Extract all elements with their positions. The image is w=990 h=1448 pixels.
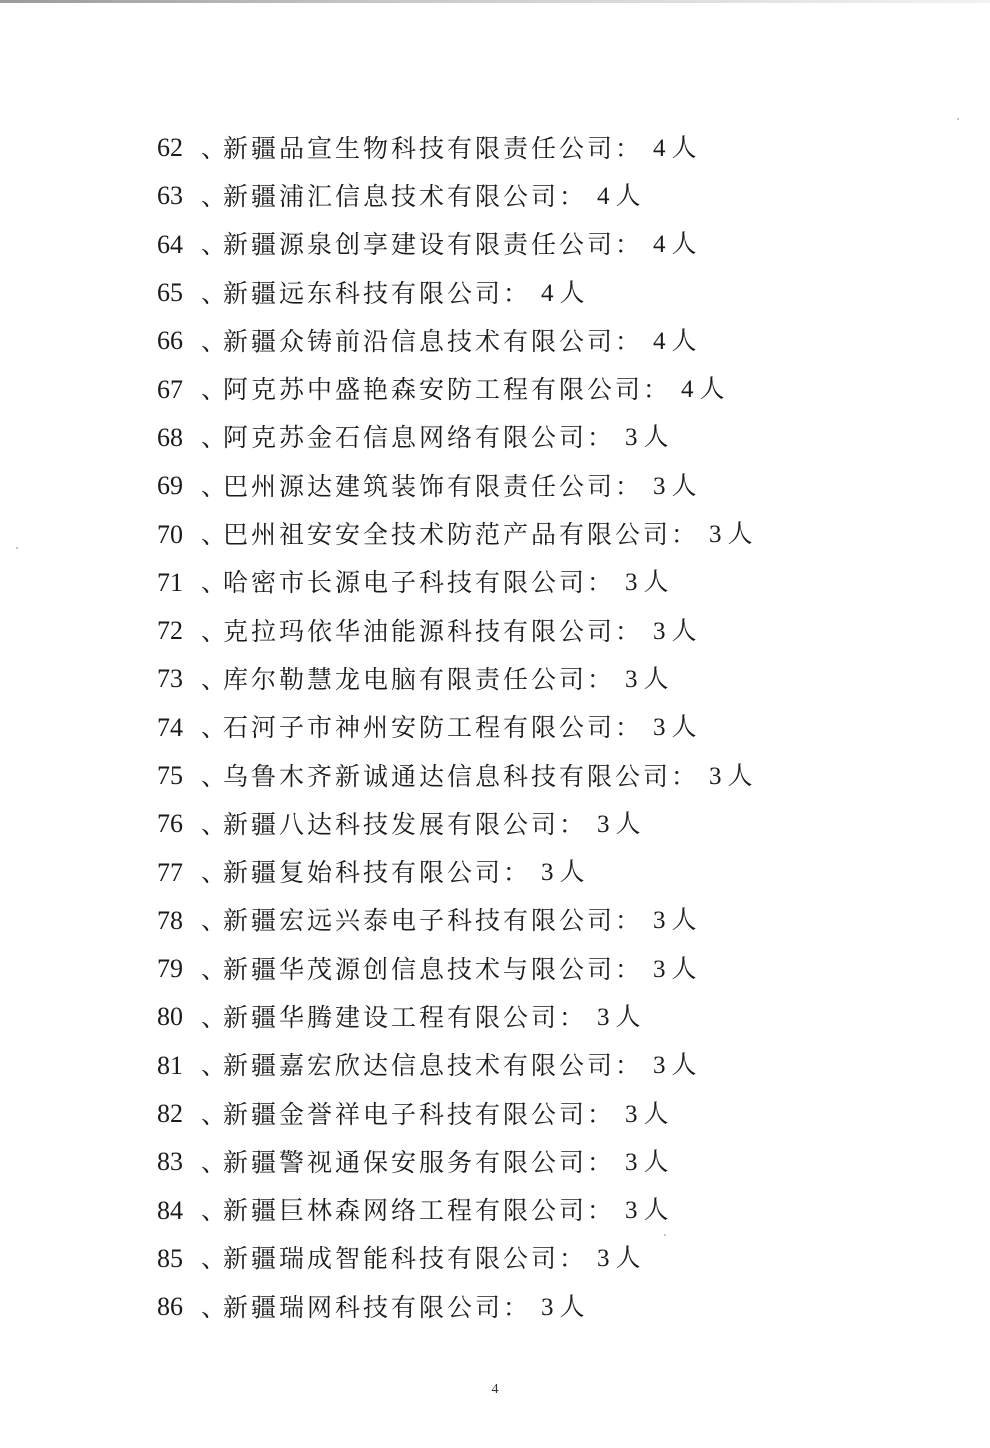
company-name: 新疆华腾建设工程有限公司 xyxy=(223,1002,560,1032)
entry-colon: ： xyxy=(503,278,532,308)
scan-top-edge xyxy=(0,0,990,3)
scan-speck xyxy=(957,118,959,120)
company-name: 新疆巨林森网络工程有限公司 xyxy=(223,1196,588,1226)
entry-number: 70 xyxy=(157,519,183,549)
entry-colon: ： xyxy=(615,713,644,743)
entry-number: 85 xyxy=(157,1243,183,1273)
entry-number: 82 xyxy=(157,1099,183,1129)
headcount: 3人 xyxy=(597,1003,647,1031)
headcount: 3人 xyxy=(625,424,675,452)
entry-colon: ： xyxy=(615,326,644,356)
entry-number: 62 xyxy=(157,133,183,163)
entry-colon: ： xyxy=(587,1147,616,1177)
entry-colon: ： xyxy=(615,133,644,163)
entry-number: 72 xyxy=(157,616,183,646)
company-name: 阿克苏中盛艳森安防工程有限公司 xyxy=(223,375,644,405)
list-item xyxy=(157,365,759,413)
entry-separator: 、 xyxy=(201,954,227,984)
entry-separator: 、 xyxy=(201,568,227,598)
list-item xyxy=(157,1235,759,1283)
headcount: 4人 xyxy=(597,182,647,210)
headcount: 3人 xyxy=(653,617,703,645)
page-number: 4 xyxy=(491,1382,499,1397)
company-name: 新疆浦汇信息技术有限公司 xyxy=(223,181,560,211)
list-item xyxy=(157,993,759,1041)
entry-colon: ： xyxy=(615,1051,644,1081)
entry-number: 76 xyxy=(157,809,183,839)
entry-colon: ： xyxy=(615,616,644,646)
headcount: 3人 xyxy=(625,569,675,597)
entry-colon: ： xyxy=(587,423,616,453)
entry-number: 73 xyxy=(157,664,183,694)
entry-colon: ： xyxy=(671,761,700,791)
entry-separator: 、 xyxy=(201,133,227,163)
list-item xyxy=(157,704,759,752)
company-name: 新疆众铸前沿信息技术有限公司 xyxy=(223,326,616,356)
list-item xyxy=(157,317,759,365)
entry-number: 65 xyxy=(157,278,183,308)
entry-number: 78 xyxy=(157,905,183,935)
headcount: 3人 xyxy=(625,665,675,693)
company-name: 阿克苏金石信息网络有限公司 xyxy=(223,423,588,453)
entry-number: 79 xyxy=(157,954,183,984)
list-item xyxy=(157,559,759,607)
entry-colon: ： xyxy=(587,568,616,598)
entry-separator: 、 xyxy=(201,181,227,211)
list-item xyxy=(157,124,759,172)
entry-separator: 、 xyxy=(201,520,227,550)
list-item xyxy=(157,945,759,993)
entry-separator: 、 xyxy=(201,1147,227,1177)
list-item xyxy=(157,897,759,945)
entry-number: 69 xyxy=(157,471,183,501)
company-name: 新疆品宣生物科技有限责任公司 xyxy=(223,133,616,163)
entry-number: 74 xyxy=(157,712,183,742)
entry-number: 67 xyxy=(157,374,183,404)
headcount: 4人 xyxy=(653,231,703,259)
company-name: 新疆八达科技发展有限公司 xyxy=(223,809,560,839)
entry-colon: ： xyxy=(559,1244,588,1274)
entry-separator: 、 xyxy=(201,1196,227,1226)
company-name: 克拉玛依华油能源科技有限公司 xyxy=(223,616,616,646)
company-name: 石河子市神州安防工程有限公司 xyxy=(223,713,616,743)
list-item xyxy=(157,172,759,220)
entry-number: 64 xyxy=(157,229,183,259)
entry-separator: 、 xyxy=(201,1051,227,1081)
entry-colon: ： xyxy=(503,1292,532,1322)
list-item xyxy=(157,655,759,703)
entry-number: 86 xyxy=(157,1292,183,1322)
entry-colon: ： xyxy=(643,375,672,405)
entry-colon: ： xyxy=(587,1196,616,1226)
list-item xyxy=(157,1187,759,1235)
headcount: 3人 xyxy=(653,907,703,935)
entry-separator: 、 xyxy=(201,278,227,308)
list-item xyxy=(157,1283,759,1331)
company-name: 库尔勒慧龙电脑有限责任公司 xyxy=(223,664,588,694)
headcount: 3人 xyxy=(625,1148,675,1176)
entry-colon: ： xyxy=(671,520,700,550)
entry-number: 77 xyxy=(157,857,183,887)
headcount: 3人 xyxy=(653,1052,703,1080)
list-item xyxy=(157,269,759,317)
headcount: 3人 xyxy=(709,521,759,549)
headcount: 3人 xyxy=(541,859,591,887)
entry-colon: ： xyxy=(559,1002,588,1032)
entry-separator: 、 xyxy=(201,1099,227,1129)
entry-colon: ： xyxy=(559,181,588,211)
company-name: 新疆远东科技有限公司 xyxy=(223,278,504,308)
company-name: 新疆瑞成智能科技有限公司 xyxy=(223,1244,560,1274)
headcount: 4人 xyxy=(653,134,703,162)
list-item xyxy=(157,800,759,848)
entry-number: 84 xyxy=(157,1195,183,1225)
company-name: 新疆华茂源创信息技术与限公司 xyxy=(223,954,616,984)
company-name: 新疆金誉祥电子科技有限公司 xyxy=(223,1099,588,1129)
company-list xyxy=(157,124,759,1331)
entry-separator: 、 xyxy=(201,713,227,743)
company-name: 巴州源达建筑装饰有限责任公司 xyxy=(223,471,616,501)
list-item xyxy=(157,414,759,462)
list-item xyxy=(157,1138,759,1186)
entry-colon: ： xyxy=(559,809,588,839)
entry-separator: 、 xyxy=(201,326,227,356)
headcount: 4人 xyxy=(681,376,731,404)
list-item xyxy=(157,1042,759,1090)
company-name: 巴州祖安安全技术防范产品有限公司 xyxy=(223,520,672,550)
headcount: 4人 xyxy=(653,327,703,355)
list-item xyxy=(157,462,759,510)
entry-separator: 、 xyxy=(201,616,227,646)
entry-number: 66 xyxy=(157,326,183,356)
entry-separator: 、 xyxy=(201,423,227,453)
company-name: 新疆源泉创享建设有限责任公司 xyxy=(223,230,616,260)
entry-number: 75 xyxy=(157,761,183,790)
list-item xyxy=(157,510,759,558)
headcount: 4人 xyxy=(541,279,591,307)
entry-separator: 、 xyxy=(201,1292,227,1322)
headcount: 3人 xyxy=(541,1293,591,1321)
entry-separator: 、 xyxy=(201,906,227,936)
company-name: 新疆警视通保安服务有限公司 xyxy=(223,1147,588,1177)
headcount: 3人 xyxy=(597,810,647,838)
list-item xyxy=(157,752,759,800)
company-name: 哈密市长源电子科技有限公司 xyxy=(223,568,588,598)
entry-colon: ： xyxy=(615,471,644,501)
entry-colon: ： xyxy=(587,1099,616,1129)
entry-number: 81 xyxy=(157,1050,183,1080)
scan-speck xyxy=(16,547,18,549)
list-item xyxy=(157,221,759,269)
list-item xyxy=(157,1090,759,1138)
list-item xyxy=(157,848,759,896)
entry-colon: ： xyxy=(503,858,532,888)
headcount: 3人 xyxy=(653,955,703,983)
entry-separator: 、 xyxy=(201,375,227,405)
entry-number: 83 xyxy=(157,1147,183,1177)
entry-number: 80 xyxy=(157,1002,183,1032)
entry-separator: 、 xyxy=(201,761,227,791)
headcount: 3人 xyxy=(625,1197,675,1225)
entry-number: 63 xyxy=(157,181,183,211)
headcount: 3人 xyxy=(653,714,703,742)
entry-separator: 、 xyxy=(201,809,227,839)
entry-separator: 、 xyxy=(201,858,227,888)
entry-colon: ： xyxy=(587,664,616,694)
company-name: 新疆瑞网科技有限公司 xyxy=(223,1292,504,1322)
list-item xyxy=(157,607,759,655)
entry-separator: 、 xyxy=(201,664,227,694)
entry-separator: 、 xyxy=(201,471,227,501)
entry-number: 71 xyxy=(157,567,183,597)
company-name: 乌鲁木齐新诚通达信息科技有限公司 xyxy=(223,761,672,791)
entry-colon: ： xyxy=(615,954,644,984)
entry-separator: 、 xyxy=(201,1002,227,1032)
company-name: 新疆嘉宏欣达信息技术有限公司 xyxy=(223,1051,616,1081)
entry-colon: ： xyxy=(615,906,644,936)
entry-separator: 、 xyxy=(201,1244,227,1274)
headcount: 3人 xyxy=(625,1100,675,1128)
headcount: 3人 xyxy=(597,1245,647,1273)
scan-speck xyxy=(664,1234,666,1236)
entry-number: 68 xyxy=(157,422,183,452)
headcount: 3人 xyxy=(709,762,759,790)
entry-separator: 、 xyxy=(201,230,227,260)
company-name: 新疆复始科技有限公司 xyxy=(223,858,504,888)
entry-colon: ： xyxy=(615,230,644,260)
company-name: 新疆宏远兴泰电子科技有限公司 xyxy=(223,906,616,936)
headcount: 3人 xyxy=(653,472,703,500)
